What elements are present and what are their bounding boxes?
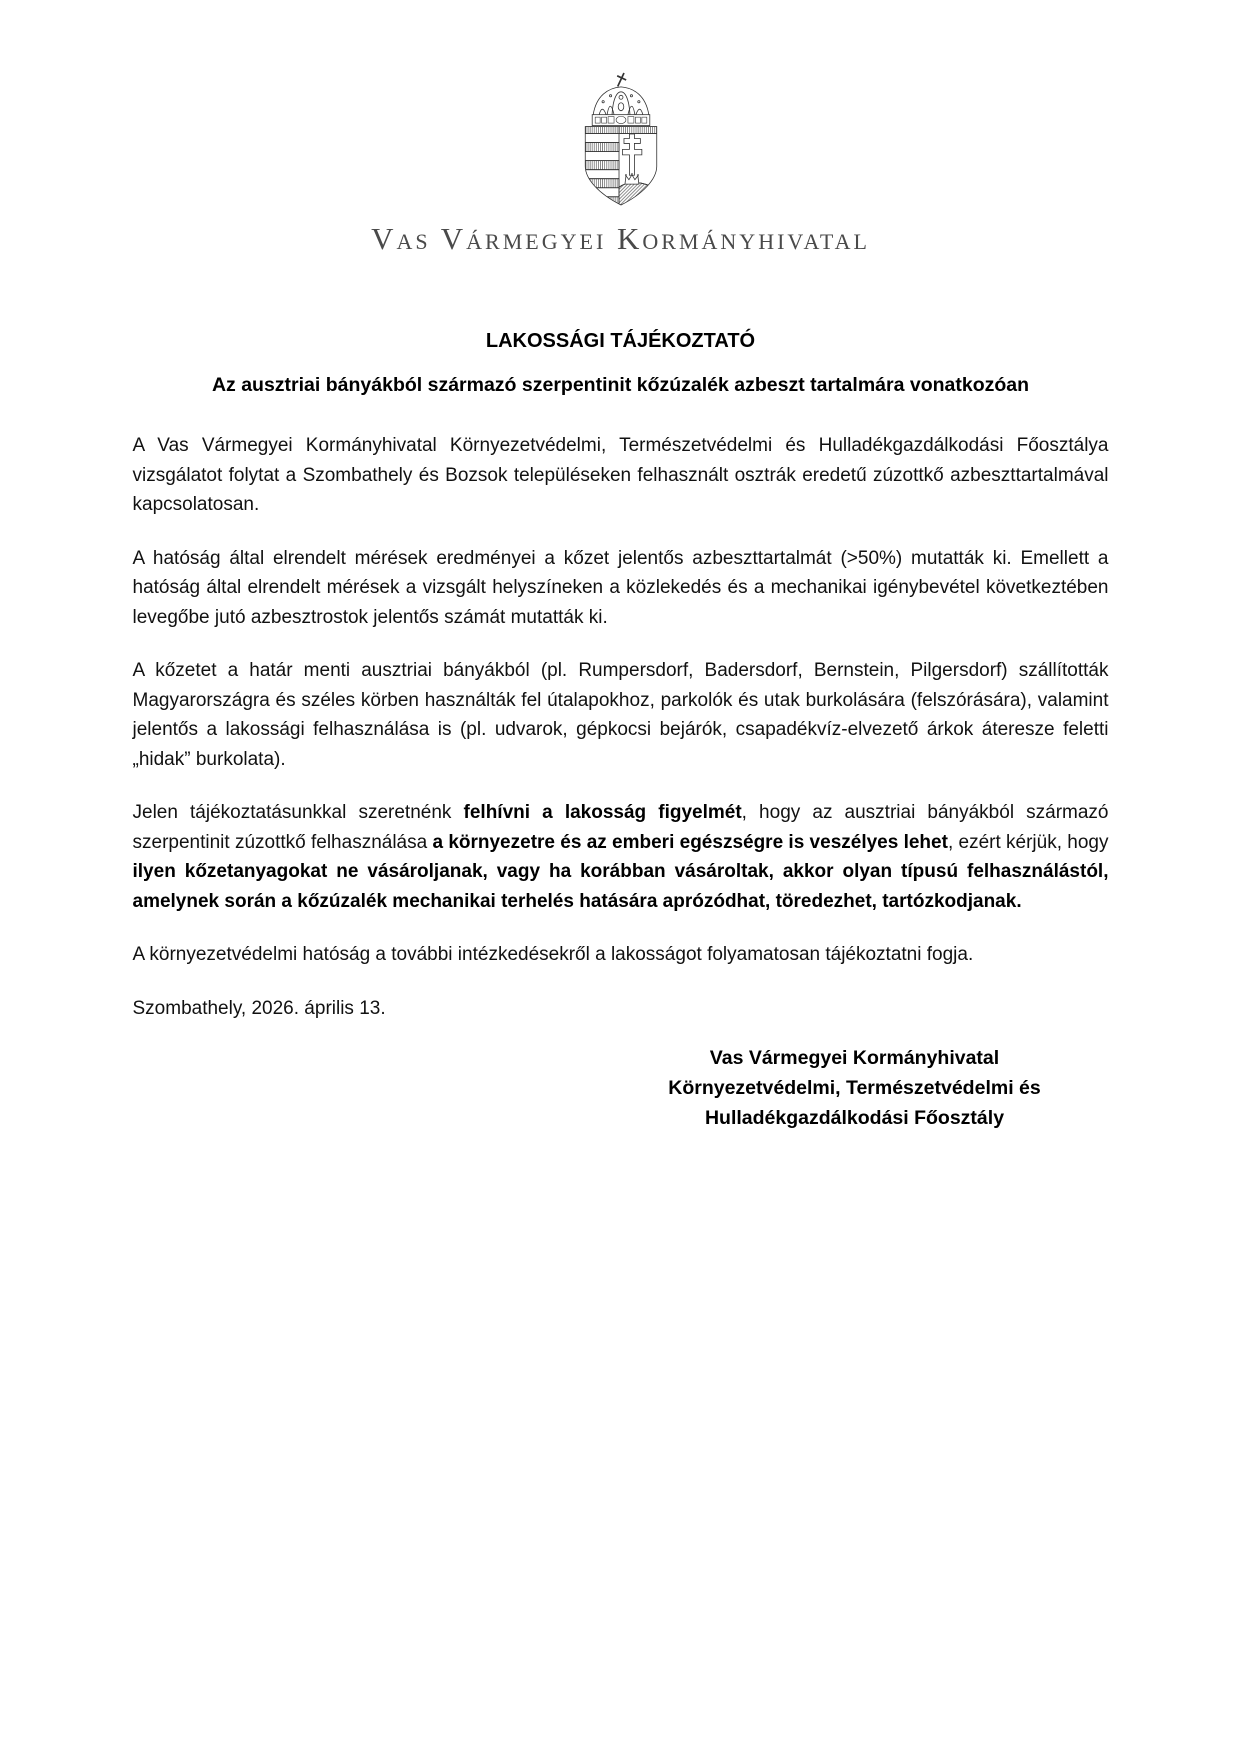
org-name: Vas Vármegyei Kormányhivatal: [371, 221, 870, 256]
signature-line: Hulladékgazdálkodási Főosztály: [704, 1107, 1005, 1129]
signature-block: [635, 1043, 1075, 1133]
doc-subtitle: Az ausztriai bányákból származó szerpentinit kőzúzalék azbeszt tartalmára vonatkozóan: [211, 374, 1030, 396]
hungarian-coat-of-arms-icon: [581, 68, 661, 207]
paragraph: A környezetvédelmi hatóság a további intézkedésekről a lakosságot folyamatosan tájékoztatni fogja.: [132, 944, 974, 965]
doc-title: LAKOSSÁGI TÁJÉKOZTATÓ: [485, 330, 756, 352]
body-text: [133, 431, 1109, 1133]
paragraph: A hatóság által elrendelt mérések eredményei a kőzet jelentős azbeszttartalmát (>50%) mutatták ki. Emellett a hatóság által elrendelt mérések a vizsgált helyszíneken a közlekedés és a mechanikai igénybevétel következtében levegőbe jutó azbesztrostok jelentős számát mutatták ki.: [132, 547, 1109, 628]
paragraph: A kőzetet a határ menti ausztriai bányákból (pl. Rumpersdorf, Badersdorf, Bernstein, Pilgersdorf) szállították Magyarországra és széles körben használták fel útalapokhoz, parkolók és utak burkolására (felszórására), valamint jelentős a lakossági felhasználása is (pl. udvarok, gépkocsi bejárók, csapadékvíz-elvezető árkok áteresze feletti „hidak” burkolata).: [132, 660, 1109, 770]
paragraph: A Vas Vármegyei Kormányhivatal Környezetvédelmi, Természetvédelmi és Hulladékgazdálkodási Főosztálya vizsgálatot folytat a Szombathely és Bozsok településeken felhasznált osztrák eredetű zúzottkő azbeszttartalmával kapcsolatosan.: [132, 435, 1109, 515]
paragraph: Jelen tájékoztatásunkkal szeretnénk felhívni a lakosság figyelmét, hogy az ausztriai bányákból származó szerpentinit zúzottkő felhasználása a környezetre és az emberi egészségre is veszélyes lehet, ezért kérjük, hogy ilyen kőzetanyagokat ne vásároljanak, vagy ha korábban vásároltak, akkor olyan típusú felhasználástól, amelynek során a kőzúzalék mechanikai terhelés hatására aprózódhat, töredezhet, tartózkodjanak.: [132, 802, 1109, 912]
signature-line: Vas Vármegyei Kormányhivatal: [709, 1047, 1000, 1069]
signature-line: Környezetvédelmi, Természetvédelmi és: [668, 1077, 1041, 1099]
body-paragraphs: [133, 431, 1109, 970]
dateline: Szombathely, 2026. április 13.: [132, 997, 386, 1019]
header-crest-area: [0, 0, 1241, 207]
